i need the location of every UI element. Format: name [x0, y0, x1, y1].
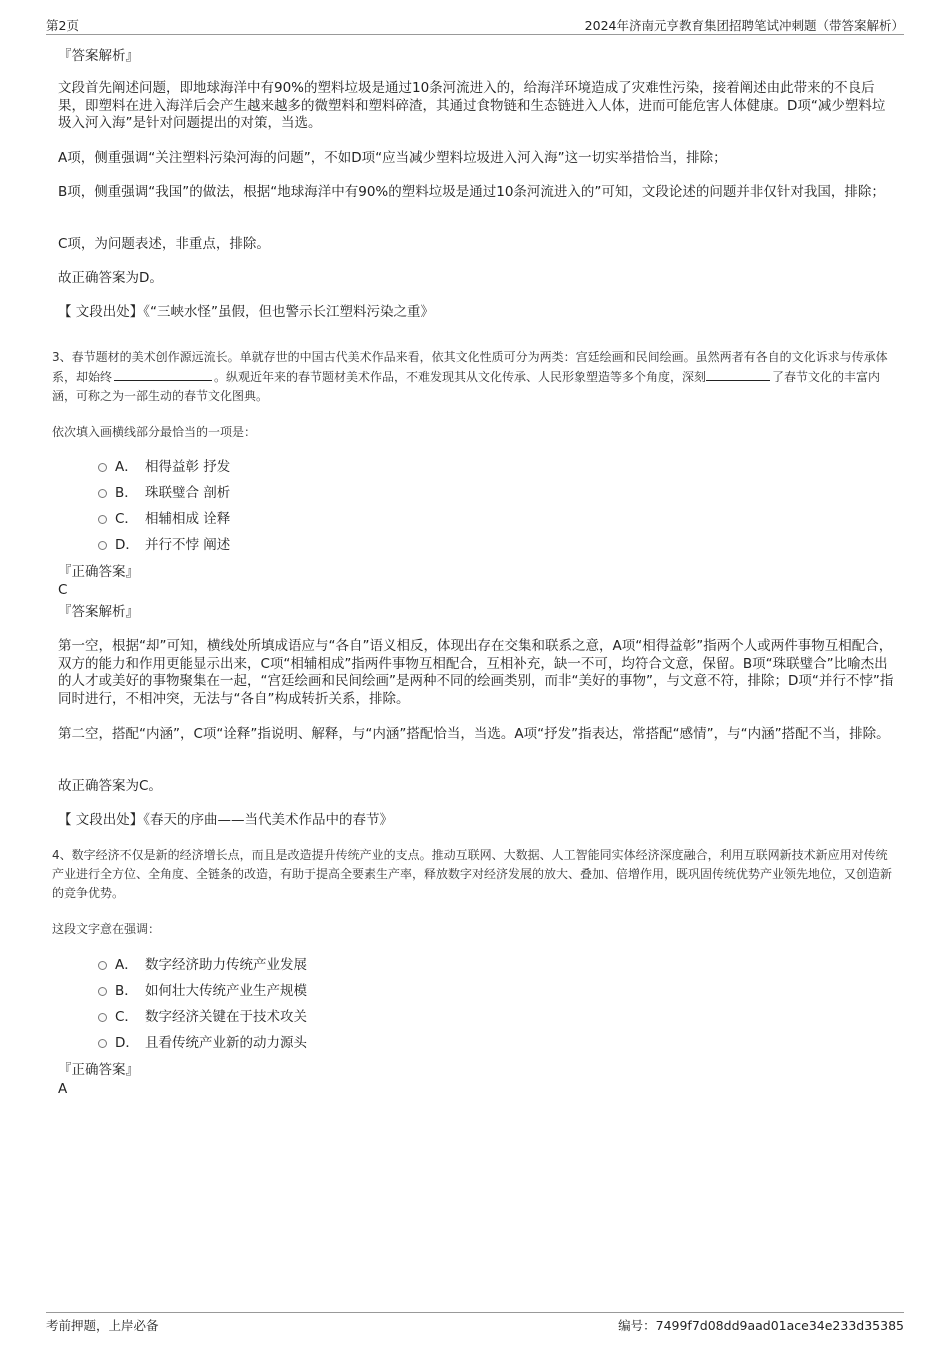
radio-icon[interactable] — [98, 987, 107, 996]
page-footer — [46, 1312, 904, 1334]
analysis-paragraph-2: 第二空，搭配“内涵”，C项“诠释”指说明、解释，与“内涵”搭配恰当，当选。A项“抒发”指表达，常搭配“感情”，与“内涵”搭配不当，排除。 — [58, 726, 890, 742]
correct-answer-heading: 『正确答案』 — [58, 564, 139, 580]
q3-option-a[interactable]: A． 相得益彰 抒发 — [98, 458, 230, 476]
correct-answer-heading: 『正确答案』 — [58, 1062, 139, 1078]
question-4-prompt: 这段文字意在强调： — [52, 922, 161, 936]
q4-option-c[interactable]: C． 数字经济关键在于技术攻关 — [98, 1008, 307, 1026]
q4-option-b[interactable]: B． 如何壮大传统产业生产规模 — [98, 982, 307, 1000]
question-4-text: 4、数字经济不仅是新的经济增长点，而且是改造提升传统产业的支点。推动互联网、大数据、人工智能同实体经济深度融合，利用互联网新技术新应用对传统产业进行全方位、全角度、全链条的改造，有助于提高全要素生产率，释放数字对经济发展的放大、叠加、倍增作用，既巩固传统优势产业领先地位，又创造新的竞争优势。 — [52, 848, 893, 900]
document-title: 2024年济南元亨教育集团招聘笔试冲刺题（带答案解析） — [584, 18, 904, 33]
analysis-heading: 『答案解析』 — [58, 604, 139, 620]
document-code: 编号：7499f7d08dd9aad01ace34e233d35385 — [618, 1318, 904, 1333]
radio-icon[interactable] — [98, 961, 107, 970]
correct-answer: C — [58, 582, 68, 598]
blank-2 — [706, 367, 770, 381]
source-citation: 【 文段出处】《春天的序曲——当代美术作品中的春节》 — [58, 812, 394, 828]
radio-icon[interactable] — [98, 1013, 107, 1022]
page-header — [46, 16, 904, 35]
q4-option-d[interactable]: D． 且看传统产业新的动力源头 — [98, 1034, 307, 1052]
radio-icon[interactable] — [98, 463, 107, 472]
analysis-paragraph-1: 文段首先阐述问题，即地球海洋中有90%的塑料垃圾是通过10条河流进入的，给海洋环境造成了灾难性污染，接着阐述由此带来的不良后果，即塑料在进入海洋后会产生越来越多的微塑料和塑料碎渣，其通过食物链和生态链进入人体，进而可能危害人体健康。D项“减少塑料垃圾入河入海”是针对问题提出的对策，当选。 — [58, 80, 886, 131]
question-3-text: 3、春节题材的美术创作源远流长。单就存世的中国古代美术作品来看，依其文化性质可分为两类：宫廷绘画和民间绘画。虽然两者有各自的文化诉求与传承体系，却始终 。纵观近年来的春节题材美术作品，不难发现其从文化传承、人民形象塑造等多个角度，深刻 了春节文化的丰富内涵，可称之为一部生动的春节文化图典。 — [52, 350, 888, 403]
radio-icon[interactable] — [98, 541, 107, 550]
answer-conclusion: 故正确答案为C。 — [58, 778, 162, 794]
analysis-heading: 『答案解析』 — [58, 48, 139, 64]
page-number: 第2页 — [46, 18, 79, 33]
blank-1 — [114, 367, 212, 381]
radio-icon[interactable] — [98, 515, 107, 524]
question-3-prompt: 依次填入画横线部分最恰当的一项是： — [52, 425, 257, 439]
analysis-paragraph-3: B项，侧重强调“我国”的做法，根据“地球海洋中有90%的塑料垃圾是通过10条河流进入的”可知，文段论述的问题并非仅针对我国，排除； — [58, 184, 885, 200]
answer-conclusion: 故正确答案为D。 — [58, 270, 163, 286]
analysis-paragraph-1: 第一空，根据“却”可知，横线处所填成语应与“各自”语义相反，体现出存在交集和联系之意，A项“相得益彰”指两个人或两件事物互相配合，双方的能力和作用更能显示出来，C项“相辅相成”指两件事物互相配合，互相补充，缺一不可，均符合文意，保留。B项“珠联璧合”比喻杰出的人才或美好的事物聚集在一起，“宫廷绘画和民间绘画”是两种不同的绘画类别，而非“美好的事物”，与文意不符，排除；D项“并行不悖”指同时进行，不相冲突，无法与“各自”构成转折关系，排除。 — [58, 638, 894, 707]
q3-option-b[interactable]: B． 珠联璧合 剖析 — [98, 484, 230, 502]
q4-option-a[interactable]: A． 数字经济助力传统产业发展 — [98, 956, 307, 974]
analysis-paragraph-4: C项，为问题表述，非重点，排除。 — [58, 236, 270, 252]
footer-slogan: 考前押题，上岸必备 — [46, 1318, 159, 1333]
analysis-paragraph-2: A项，侧重强调“关注塑料污染河海的问题”，不如D项“应当减少塑料垃圾进入河入海”这一切实举措恰当，排除； — [58, 150, 727, 166]
source-citation: 【 文段出处】《“三峡水怪”虽假，但也警示长江塑料污染之重》 — [58, 304, 435, 320]
radio-icon[interactable] — [98, 1039, 107, 1048]
radio-icon[interactable] — [98, 489, 107, 498]
correct-answer: A — [58, 1081, 68, 1097]
q3-option-d[interactable]: D． 并行不悖 阐述 — [98, 536, 230, 554]
q3-option-c[interactable]: C． 相辅相成 诠释 — [98, 510, 230, 528]
